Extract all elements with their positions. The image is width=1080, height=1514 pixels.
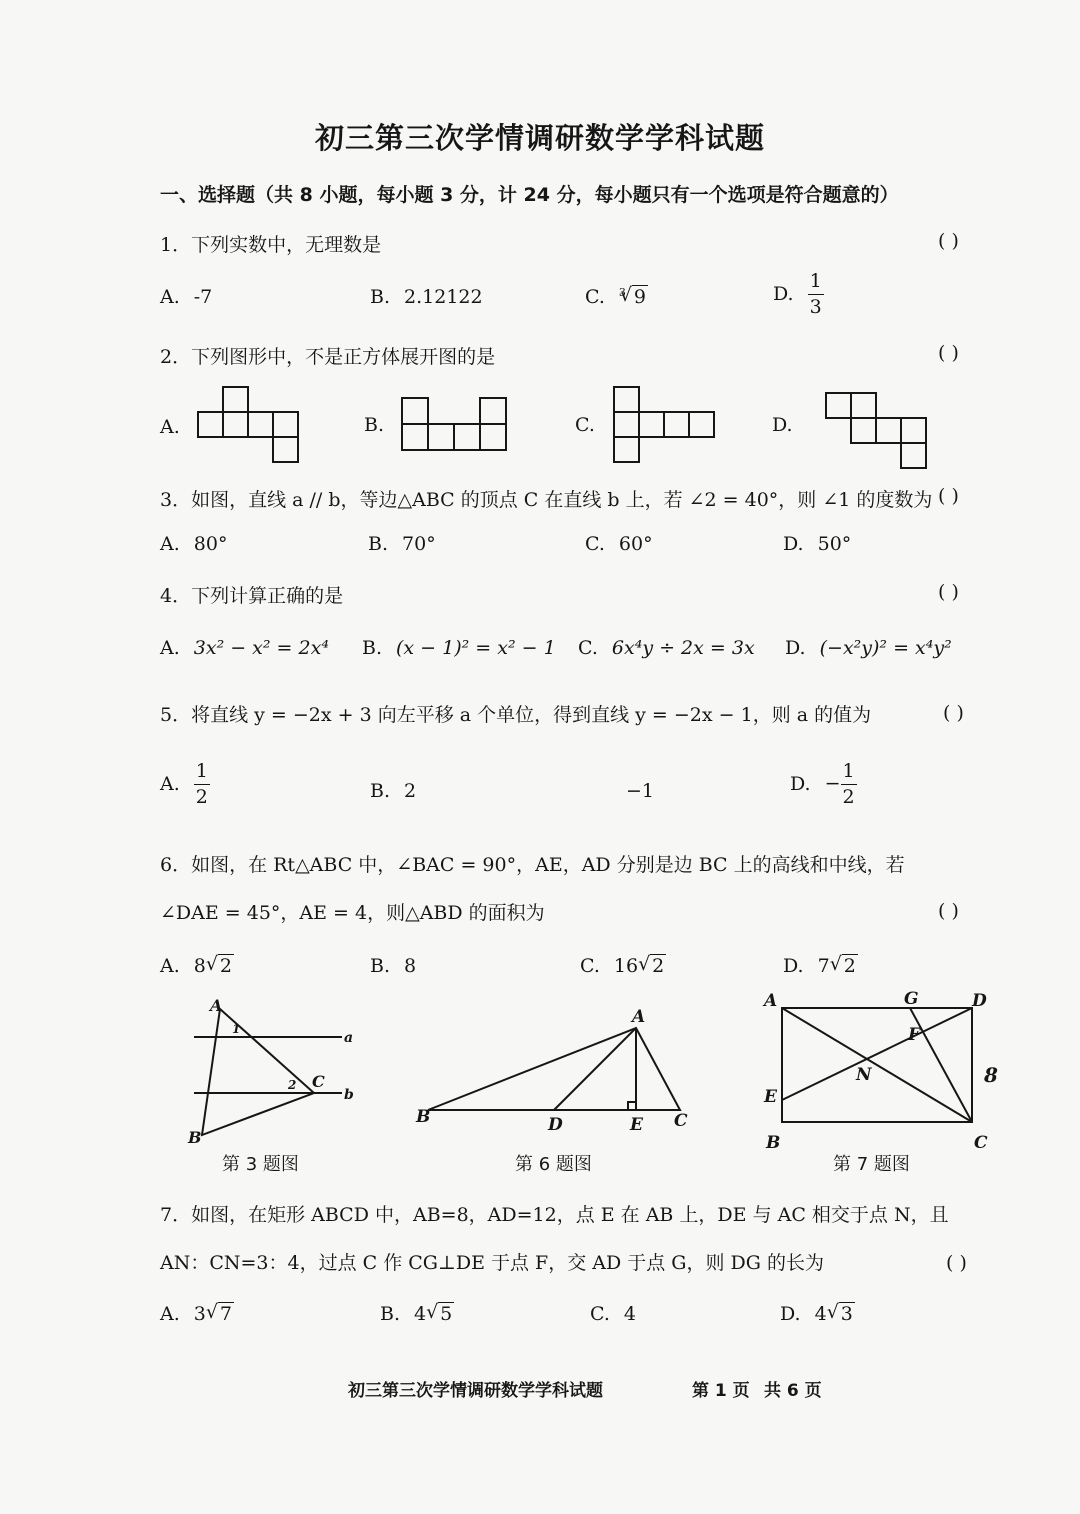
fig3-label-angle1: 1 bbox=[232, 1022, 241, 1036]
answer-paren-3: ( ) bbox=[938, 485, 959, 507]
question-7-text-line1: 7．如图，在矩形 ABCD 中，AB=8，AD=12，点 E 在 AB 上，DE 与 AC 相交于点 N，且 bbox=[160, 1204, 949, 1226]
fig7-label-E: E bbox=[764, 1087, 777, 1107]
q1-option-c: C. $^3$√ 9 bbox=[585, 286, 648, 308]
cube-net-c bbox=[612, 385, 720, 465]
q1-option-d: D. $\frac{1}{3}$ bbox=[773, 270, 822, 318]
fig6-label-D: D bbox=[548, 1115, 563, 1135]
q2-option-b-label: B. bbox=[364, 414, 385, 436]
q5-option-d: D. − $\frac{1}{2}$ bbox=[790, 760, 855, 808]
figure-3-caption: 第 3 题图 bbox=[222, 1154, 299, 1175]
question-6-text-line2: ∠DAE = 45°，AE = 4，则△ABD 的面积为 bbox=[160, 902, 545, 924]
footer-title: 初三第三次学情调研数学学科试题 bbox=[348, 1381, 603, 1401]
q6-option-c: C. 16√ 2 bbox=[580, 955, 666, 977]
footer-page-total: 共 6 页 bbox=[764, 1381, 822, 1401]
cube-net-d bbox=[824, 391, 934, 471]
q3-option-b: B. 70° bbox=[368, 533, 436, 555]
cube-net-b bbox=[400, 396, 510, 454]
question-1-text: 1．下列实数中，无理数是 bbox=[160, 234, 382, 256]
answer-paren-5: ( ) bbox=[943, 702, 964, 724]
q1-option-a: A. -7 bbox=[160, 286, 213, 308]
question-2-text: 2．下列图形中，不是正方体展开图的是 bbox=[160, 346, 496, 368]
fig3-label-b: b bbox=[344, 1087, 354, 1103]
question-3-text: 3．如图，直线 a // b，等边△ABC 的顶点 C 在直线 b 上，若 ∠2 = 40°，则 ∠1 的度数为 bbox=[160, 489, 933, 511]
fig7-side-length-label: 8 bbox=[984, 1063, 998, 1087]
q2-option-d-label: D. bbox=[772, 414, 793, 436]
answer-paren-2: ( ) bbox=[938, 342, 959, 364]
question-6-text-line1: 6．如图，在 Rt△ABC 中，∠BAC = 90°，AE，AD 分别是边 BC 上的高线和中线，若 bbox=[160, 854, 905, 876]
q6-option-a: A. 8√ 2 bbox=[160, 955, 234, 977]
answer-paren-4: ( ) bbox=[938, 581, 959, 603]
fig6-label-A: A bbox=[632, 1007, 646, 1027]
figure-6-diagram bbox=[410, 1000, 700, 1140]
answer-paren-7: ( ) bbox=[946, 1252, 967, 1274]
answer-paren-6: ( ) bbox=[938, 900, 959, 922]
q7-option-d: D. 4√ 3 bbox=[780, 1303, 855, 1325]
page-title: 初三第三次学情调研数学学科试题 bbox=[314, 121, 765, 155]
fig3-label-B: B bbox=[188, 1128, 202, 1145]
q7-option-a: A. 3√ 7 bbox=[160, 1303, 234, 1325]
fig3-label-angle2: 2 bbox=[288, 1078, 297, 1092]
figure-3-diagram bbox=[180, 995, 360, 1145]
fig6-label-B: B bbox=[416, 1107, 431, 1127]
fig7-label-G: G bbox=[904, 989, 919, 1009]
q4-option-c: C. 6x⁴y ÷ 2x = 3x bbox=[578, 637, 755, 659]
fig6-label-C: C bbox=[674, 1111, 688, 1131]
q6-option-b: B. 8 bbox=[370, 955, 417, 977]
q2-option-a-label: A. bbox=[160, 416, 180, 438]
q1-option-b: B. 2.12122 bbox=[370, 286, 483, 308]
figure-7-diagram bbox=[758, 988, 1008, 1153]
fig3-label-a: a bbox=[344, 1030, 354, 1046]
fig3-label-A: A bbox=[210, 996, 223, 1015]
figure-7-caption: 第 7 题图 bbox=[833, 1154, 910, 1175]
q3-option-c: C. 60° bbox=[585, 533, 653, 555]
question-4-text: 4．下列计算正确的是 bbox=[160, 585, 344, 607]
q5-option-c: −1 bbox=[626, 780, 655, 802]
section-heading: 一、选择题（共 8 小题，每小题 3 分，计 24 分，每小题只有一个选项是符合题意的） bbox=[160, 184, 899, 206]
fig7-label-F: F bbox=[908, 1025, 921, 1045]
q7-option-c: C. 4 bbox=[590, 1303, 636, 1325]
question-7-text-line2: AN：CN=3：4，过点 C 作 CG⊥DE 于点 F，交 AD 于点 G，则 DG 的长为 bbox=[160, 1252, 824, 1274]
fig7-label-C: C bbox=[974, 1133, 988, 1153]
q7-option-b: B. 4√ 5 bbox=[380, 1303, 454, 1325]
footer-page-number: 第 1 页 bbox=[692, 1381, 750, 1401]
fig7-label-B: B bbox=[766, 1133, 781, 1153]
fig6-label-E: E bbox=[630, 1115, 643, 1135]
q5-option-b: B. 2 bbox=[370, 780, 417, 802]
fig7-label-N: N bbox=[856, 1065, 872, 1085]
fig7-label-A: A bbox=[764, 991, 778, 1011]
q6-option-d: D. 7√ 2 bbox=[783, 955, 858, 977]
q2-option-c-label: C. bbox=[575, 414, 595, 436]
q3-option-a: A. 80° bbox=[160, 533, 228, 555]
figure-6-caption: 第 6 题图 bbox=[515, 1154, 592, 1175]
q5-option-a: A. $\frac{1}{2}$ bbox=[160, 760, 208, 808]
fig3-label-C: C bbox=[312, 1072, 325, 1091]
q4-option-a: A. 3x² − x² = 2x⁴ bbox=[160, 637, 329, 659]
question-5-text: 5．将直线 y = −2x + 3 向左平移 a 个单位，得到直线 y = −2x − 1，则 a 的值为 bbox=[160, 704, 872, 726]
q4-option-b: B. (x − 1)² = x² − 1 bbox=[362, 637, 556, 659]
q4-option-d: D. (−x²y)² = x⁴y² bbox=[785, 637, 952, 659]
answer-paren-1: ( ) bbox=[938, 230, 959, 252]
fig7-label-D: D bbox=[972, 991, 987, 1011]
cube-net-a bbox=[197, 386, 301, 466]
q3-option-d: D. 50° bbox=[783, 533, 852, 555]
